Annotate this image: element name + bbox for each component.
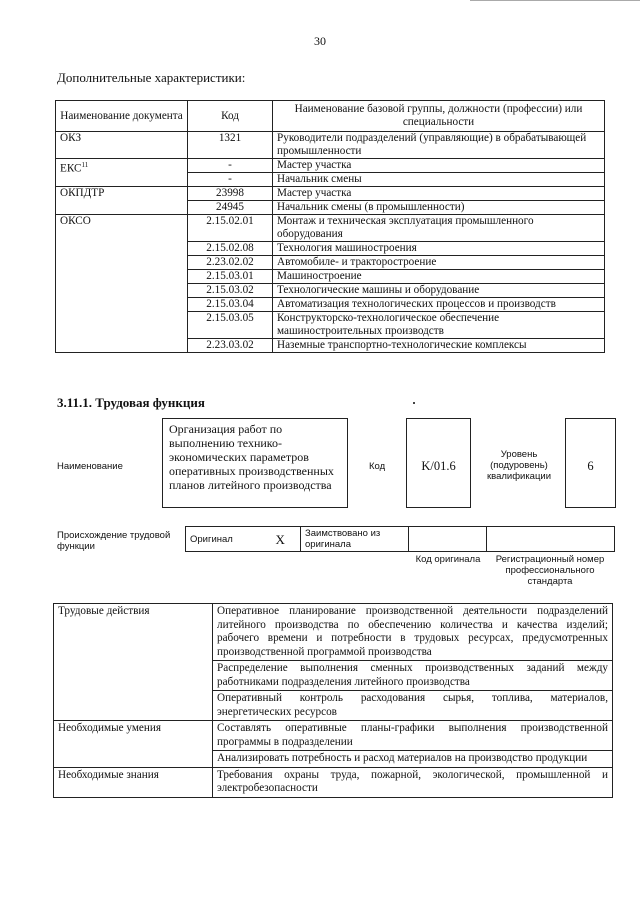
section-heading: 3.11.1. Трудовая функция	[57, 395, 205, 410]
table-row	[56, 187, 605, 201]
name-cell: Конструкторско-технологическое обеспечение машиностроительных производств	[273, 312, 605, 339]
labor-action-item: Оперативное планирование производственной деятельности подразделений литейного производства по обеспечению количества и качества изделий; рабочего времени и потребности в трудовых ресурсах, предусмотренных производственной программой производства	[213, 604, 613, 661]
table-row	[54, 604, 613, 661]
doc-cell	[56, 159, 188, 187]
name-cell: Технологические машины и оборудование	[273, 284, 605, 298]
name-cell: Начальник смены (в промышленности)	[273, 201, 605, 215]
header-doc: Наименование документа	[56, 101, 188, 132]
doc-cell: ОКЗ	[56, 132, 188, 159]
code-cell: 2.23.02.02	[188, 256, 273, 270]
code-cell: 1321	[188, 132, 273, 159]
code-cell: -	[188, 159, 273, 173]
knowledge-item: Требования охраны труда, пожарной, экологической, промышленной и электробезопасности	[213, 767, 613, 797]
borrowed-label: Заимствовано из оригинала	[301, 527, 409, 552]
skills-label: Необходимые умения	[54, 721, 213, 768]
code-cell: 2.23.03.02	[188, 339, 273, 353]
name-cell: Монтаж и техническая эксплуатация промышленного оборудования	[273, 215, 605, 242]
code-cell: 24945	[188, 201, 273, 215]
reg-number-cell	[487, 527, 615, 552]
name-cell: Наземные транспортно-технологические комплексы	[273, 339, 605, 353]
additional-title: Дополнительные характеристики:	[57, 70, 246, 85]
doc-cell: ОКПДТР	[56, 187, 188, 215]
name-cell: Руководители подразделений (управляющие) в обрабатывающей промышленности	[273, 132, 605, 159]
original-label: Оригинал	[186, 527, 261, 552]
name-label: Наименование	[57, 461, 123, 472]
code-cell: 2.15.03.02	[188, 284, 273, 298]
code-cell: 2.15.02.01	[188, 215, 273, 242]
page-number: 30	[314, 34, 326, 48]
qualification-level-box: 6	[565, 418, 616, 508]
knowledge-label: Необходимые знания	[54, 767, 213, 797]
code-original-cell	[409, 527, 487, 552]
name-cell: Технология машиностроения	[273, 242, 605, 256]
code-cell: 23998	[188, 187, 273, 201]
function-code-box: K/01.6	[406, 418, 471, 508]
skill-item: Анализировать потребность и расход материалов на производство продукции	[213, 751, 613, 768]
skill-item: Составлять оперативные планы-графики выполнения производственной программы в подразделении	[213, 721, 613, 751]
table-header-row	[56, 101, 605, 132]
reg-number-label: Регистрационный номер профессионального стандарта	[495, 554, 605, 587]
header-code: Код	[188, 101, 273, 132]
table-row	[56, 159, 605, 173]
code-cell: 2.15.02.08	[188, 242, 273, 256]
origin-label: Происхождение трудовой функции	[57, 530, 171, 552]
table-row	[54, 721, 613, 751]
name-cell: Мастер участка	[273, 187, 605, 201]
doc-cell: ОКСО	[56, 215, 188, 353]
footnote-ref: 11	[81, 161, 89, 169]
table-row	[54, 767, 613, 797]
labor-actions-label: Трудовые действия	[54, 604, 213, 721]
header-name: Наименование базовой группы, должности (профессии) или специальности	[273, 101, 605, 132]
level-label: Уровень (подуровень) квалификации	[486, 449, 552, 482]
code-original-label: Код оригинала	[415, 554, 481, 565]
additional-characteristics-table	[55, 100, 605, 353]
function-name-box: Организация работ по выполнению технико-экономических параметров оперативных производственных планов литейного производства	[162, 418, 348, 508]
name-cell: Автомобиле- и тракторостроение	[273, 256, 605, 270]
labor-function-details-table	[53, 603, 613, 798]
code-cell: 2.15.03.01	[188, 270, 273, 284]
code-cell: 2.15.03.05	[188, 312, 273, 339]
name-cell: Мастер участка	[273, 159, 605, 173]
code-label: Код	[369, 461, 386, 472]
top-rule	[470, 0, 640, 1]
code-cell: 2.15.03.04	[188, 298, 273, 312]
origin-table	[185, 526, 615, 552]
name-cell: Начальник смены	[273, 173, 605, 187]
name-cell: Автоматизация технологических процессов и производств	[273, 298, 605, 312]
doc-name: ЕКС	[60, 162, 82, 175]
stray-dot	[413, 402, 415, 404]
table-row	[56, 132, 605, 159]
labor-action-item: Распределение выполнения сменных производственных заданий между работниками подразделения литейного производства	[213, 661, 613, 691]
table-row	[56, 215, 605, 242]
code-cell: -	[188, 173, 273, 187]
labor-action-item: Оперативный контроль расходования сырья, топлива, материалов, энергетических ресурсов	[213, 691, 613, 721]
original-mark: X	[261, 527, 301, 552]
name-cell: Машиностроение	[273, 270, 605, 284]
